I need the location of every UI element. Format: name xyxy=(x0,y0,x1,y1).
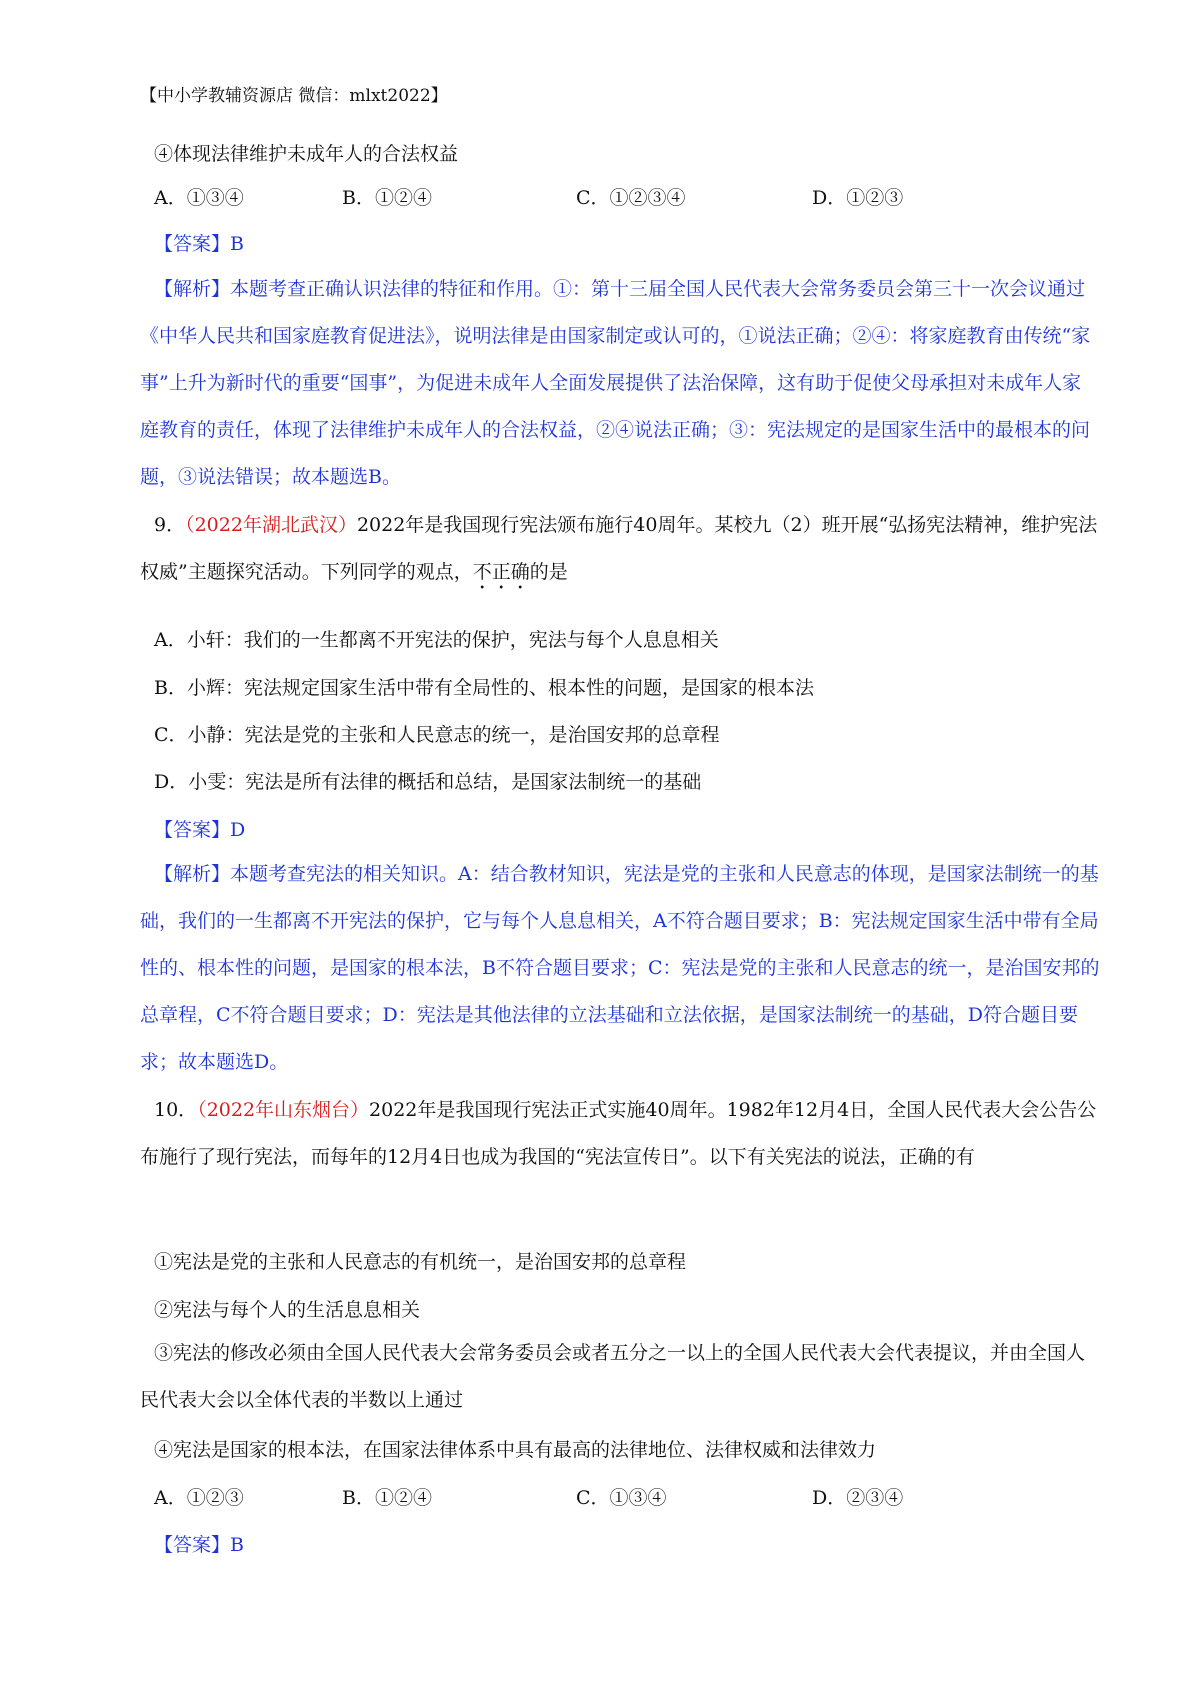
q9-stem-emphasis: 不正确 xyxy=(472,561,530,583)
q9-number: 9． xyxy=(154,514,186,536)
q9-answer: 【答案】D xyxy=(154,819,246,841)
q9-analysis: 【解析】本题考查宪法的相关知识。A：结合教材知识，宪法是党的主张和人民意志的体现，是国家法制统一的基础，我们的一生都离不开宪法的保护，它与每个人息息相关，A不符合题目要求；B：宪法规定国家生活中带有全局性的、根本性的问题，是国家的根本法，B不符合题目要求；C：宪法是党的主张和人民意志的统一，是治国安邦的总章程，C不符合题目要求；D：宪法是其他法律的立法基础和立法依据，是国家法制统一的基础，D符合题目要求；故本题选D。 xyxy=(140,863,1100,1073)
q10-item-3: ③宪法的修改必须由全国人民代表大会常务委员会或者五分之一以上的全国人民代表大会代表提议，并由全国人民代表大会以全体代表的半数以上通过 xyxy=(140,1342,1086,1411)
q9-option-b: B．小辉：宪法规定国家生活中带有全局性的、根本性的问题，是国家的根本法 xyxy=(154,677,814,699)
q9-stem xyxy=(140,502,1100,596)
q9-stem-part-b: 维护宪法权威”主题探究活动。下列同学的观点， xyxy=(140,514,1098,583)
q10-item-4: ④宪法是国家的根本法，在国家法律体系中具有最高的法律地位、法律权威和法律效力 xyxy=(154,1439,877,1461)
q9-option-d: D．小雯：宪法是所有法律的概括和总结，是国家法制统一的基础 xyxy=(154,771,702,793)
q9-option-c: C．小静：宪法是党的主张和人民意志的统一，是治国安邦的总章程 xyxy=(154,724,720,746)
q9-stem-part-c: 的是 xyxy=(529,561,568,583)
q10-stem-text: 2022年是我国现行宪法正式实施40周年。1982年12月4日，全国人民代表大会公告公布施行了现行宪法，而每年的12月4日也成为我国的“宪法宣传日”。以下有关宪法的说法，正确的有 xyxy=(140,1099,1097,1168)
q8-option-b: B．①②④ xyxy=(342,187,432,209)
q8-option-c: C．①②③④ xyxy=(576,187,686,209)
q9-option-a: A．小轩：我们的一生都离不开宪法的保护，宪法与每个人息息相关 xyxy=(154,629,719,651)
q8-answer: 【答案】B xyxy=(154,233,244,255)
q10-option-d: D．②③④ xyxy=(812,1487,904,1509)
q10-stem xyxy=(140,1087,1100,1181)
q8-item-4: ④体现法律维护未成年人的合法权益 xyxy=(154,143,459,165)
q10-item-1: ①宪法是党的主张和人民意志的有机统一，是治国安邦的总章程 xyxy=(154,1251,687,1273)
q10-item-2: ②宪法与每个人的生活息息相关 xyxy=(154,1299,421,1321)
q10-source: （2022年山东烟台） xyxy=(197,1099,370,1121)
q10-option-a: A．①②③ xyxy=(154,1487,244,1509)
q8-option-d: D．①②③ xyxy=(812,187,904,209)
q9-source: （2022年湖北武汉） xyxy=(185,514,357,536)
q10-number: 10． xyxy=(154,1099,198,1121)
page-header: 【中小学教辅资源店 微信：mlxt2022】 xyxy=(140,86,448,106)
q8-option-a: A．①③④ xyxy=(154,187,244,209)
q9-stem-part-a: 2022年是我国现行宪法颁布施行40周年。某校九（2）班开展“弘扬宪法精神， xyxy=(356,514,1022,536)
q10-option-c: C．①③④ xyxy=(576,1487,667,1509)
q10-option-b: B．①②④ xyxy=(342,1487,432,1509)
q10-answer: 【答案】B xyxy=(154,1534,244,1556)
q8-analysis: 【解析】本题考查正确认识法律的特征和作用。①：第十三届全国人民代表大会常务委员会第三十一次会议通过《中华人民共和国家庭教育促进法》，说明法律是由国家制定或认可的，①说法正确；②④：将家庭教育由传统“家事”上升为新时代的重要“国事”，为促进未成年人全面发展提供了法治保障，这有助于促使父母承担对未成年人家庭教育的责任，体现了法律维护未成年人的合法权益，②④说法正确；③：宪法规定的是国家生活中的最根本的问题，③说法错误；故本题选B。 xyxy=(140,278,1091,488)
